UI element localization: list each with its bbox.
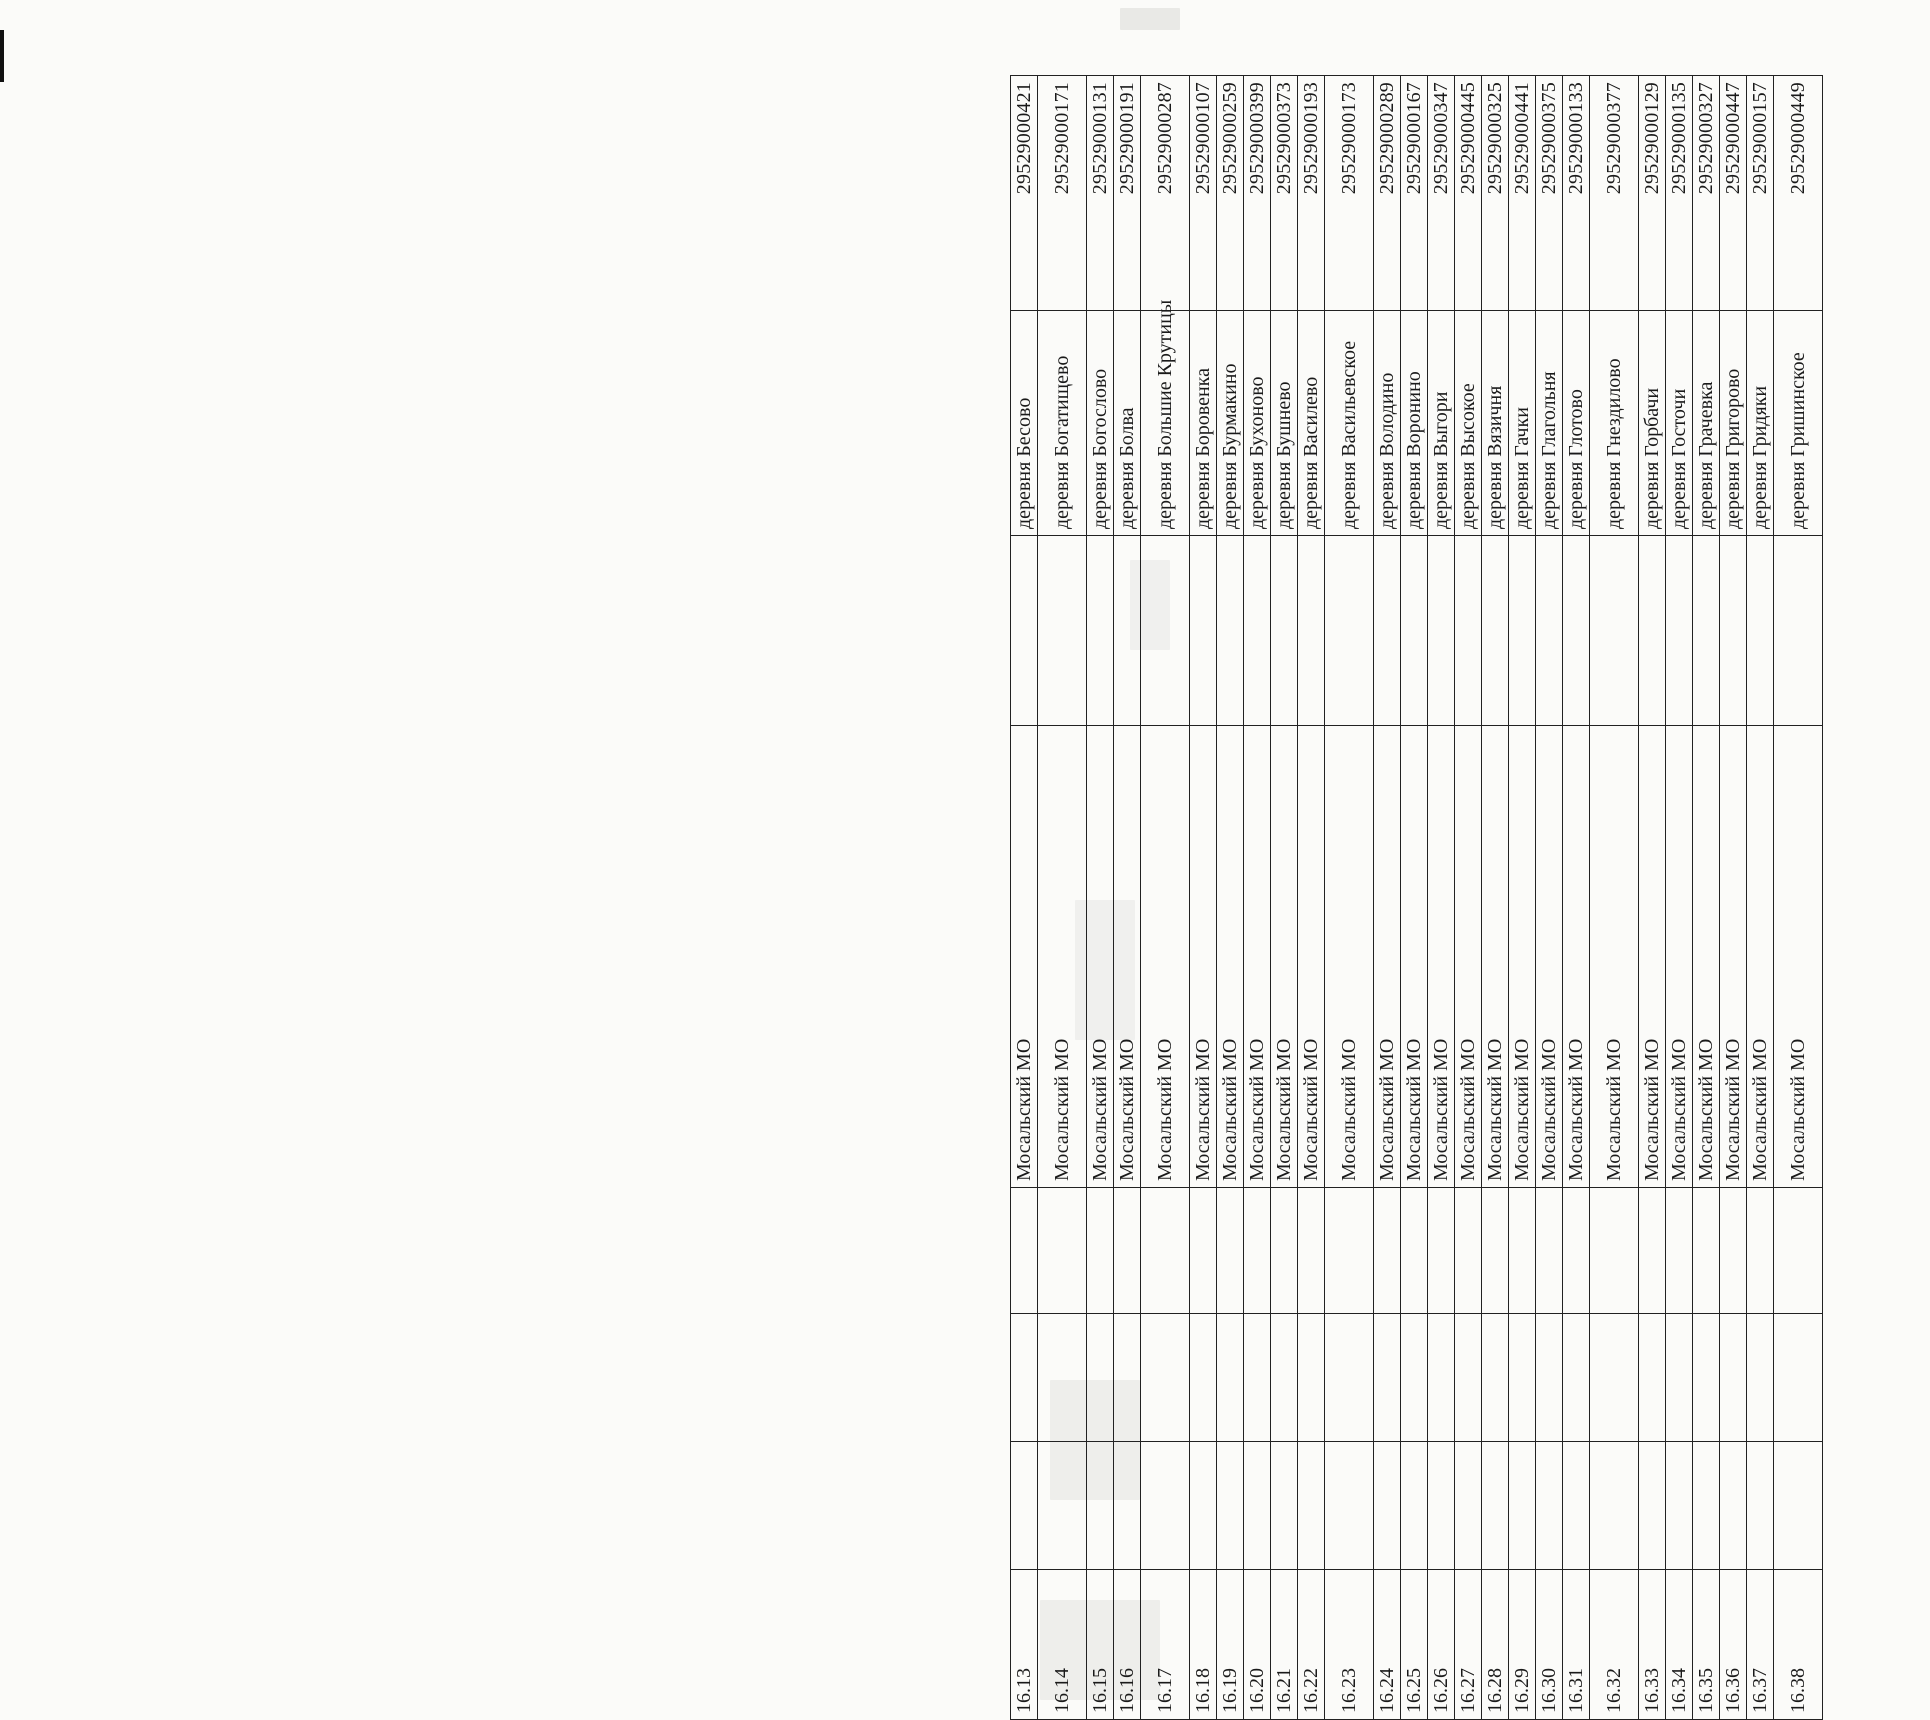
settlement-name-cell: деревня Высокое bbox=[1455, 311, 1482, 536]
empty-cell bbox=[1298, 1188, 1325, 1314]
empty-cell bbox=[1038, 1188, 1087, 1314]
table-row bbox=[1536, 76, 1563, 1720]
municipality-cell: Мосальский МО bbox=[1271, 726, 1298, 1188]
empty-cell bbox=[1401, 1188, 1428, 1314]
empty-cell bbox=[1298, 1442, 1325, 1570]
empty-cell bbox=[1774, 1314, 1823, 1442]
empty-cell bbox=[1563, 1314, 1590, 1442]
municipality-cell: Мосальский МО bbox=[1536, 726, 1563, 1188]
empty-cell bbox=[1114, 1442, 1141, 1570]
empty-cell bbox=[1590, 1442, 1639, 1570]
table-row bbox=[1720, 76, 1747, 1720]
empty-cell bbox=[1639, 1442, 1666, 1570]
empty-cell bbox=[1244, 536, 1271, 726]
settlement-name-cell: деревня Володино bbox=[1374, 311, 1401, 536]
empty-cell bbox=[1401, 1314, 1428, 1442]
empty-cell bbox=[1114, 1188, 1141, 1314]
municipality-cell: Мосальский МО bbox=[1038, 726, 1087, 1188]
municipality-cell: Мосальский МО bbox=[1509, 726, 1536, 1188]
table-row bbox=[1509, 76, 1536, 1720]
municipality-cell: Мосальский МО bbox=[1720, 726, 1747, 1188]
row-number: 16.20 bbox=[1244, 1570, 1271, 1720]
table-row bbox=[1325, 76, 1374, 1720]
empty-cell bbox=[1693, 536, 1720, 726]
municipality-cell: Мосальский МО bbox=[1374, 726, 1401, 1188]
empty-cell bbox=[1482, 536, 1509, 726]
row-number: 16.30 bbox=[1536, 1570, 1563, 1720]
table-row bbox=[1639, 76, 1666, 1720]
empty-cell bbox=[1563, 536, 1590, 726]
empty-cell bbox=[1509, 1314, 1536, 1442]
empty-cell bbox=[1244, 1442, 1271, 1570]
empty-cell bbox=[1666, 1442, 1693, 1570]
empty-cell bbox=[1374, 536, 1401, 726]
empty-cell bbox=[1720, 536, 1747, 726]
table-row bbox=[1087, 76, 1114, 1720]
empty-cell bbox=[1455, 536, 1482, 726]
settlement-name-cell: деревня Большие Крутицы bbox=[1141, 311, 1190, 536]
oktmo-code-cell: 29529000107 bbox=[1190, 76, 1217, 311]
empty-cell bbox=[1087, 1188, 1114, 1314]
municipality-cell: Мосальский МО bbox=[1774, 726, 1823, 1188]
settlement-name-cell: деревня Гридяки bbox=[1747, 311, 1774, 536]
oktmo-code-cell: 29529000375 bbox=[1536, 76, 1563, 311]
municipality-cell: Мосальский МО bbox=[1428, 726, 1455, 1188]
row-number: 16.37 bbox=[1747, 1570, 1774, 1720]
empty-cell bbox=[1639, 1188, 1666, 1314]
table-row bbox=[1298, 76, 1325, 1720]
municipality-cell: Мосальский МО bbox=[1693, 726, 1720, 1188]
empty-cell bbox=[1011, 1442, 1038, 1570]
table-row bbox=[1563, 76, 1590, 1720]
empty-cell bbox=[1141, 536, 1190, 726]
empty-cell bbox=[1374, 1442, 1401, 1570]
table-row bbox=[1374, 76, 1401, 1720]
empty-cell bbox=[1747, 536, 1774, 726]
row-number: 16.21 bbox=[1271, 1570, 1298, 1720]
empty-cell bbox=[1374, 1314, 1401, 1442]
empty-cell bbox=[1244, 1188, 1271, 1314]
settlement-name-cell: деревня Воронино bbox=[1401, 311, 1428, 536]
empty-cell bbox=[1190, 1314, 1217, 1442]
empty-cell bbox=[1774, 1442, 1823, 1570]
oktmo-code-cell: 29529000167 bbox=[1401, 76, 1428, 311]
empty-cell bbox=[1639, 1314, 1666, 1442]
row-number: 16.38 bbox=[1774, 1570, 1823, 1720]
settlement-name-cell: деревня Болва bbox=[1114, 311, 1141, 536]
empty-cell bbox=[1190, 1442, 1217, 1570]
empty-cell bbox=[1482, 1442, 1509, 1570]
row-number: 16.19 bbox=[1217, 1570, 1244, 1720]
table-row bbox=[1482, 76, 1509, 1720]
oktmo-code-cell: 29529000135 bbox=[1666, 76, 1693, 311]
empty-cell bbox=[1590, 536, 1639, 726]
municipality-cell: Мосальский МО bbox=[1087, 726, 1114, 1188]
empty-cell bbox=[1141, 1314, 1190, 1442]
row-number: 16.29 bbox=[1509, 1570, 1536, 1720]
settlement-name-cell: деревня Выгори bbox=[1428, 311, 1455, 536]
oktmo-code-cell: 29529000131 bbox=[1087, 76, 1114, 311]
settlement-name-cell: деревня Гришинское bbox=[1774, 311, 1823, 536]
row-number: 16.23 bbox=[1325, 1570, 1374, 1720]
row-number: 16.34 bbox=[1666, 1570, 1693, 1720]
empty-cell bbox=[1401, 536, 1428, 726]
settlement-name-cell: деревня Бушнево bbox=[1271, 311, 1298, 536]
empty-cell bbox=[1563, 1188, 1590, 1314]
settlement-name-cell: деревня Богатищево bbox=[1038, 311, 1087, 536]
empty-cell bbox=[1011, 1314, 1038, 1442]
settlement-name-cell: деревня Боровенка bbox=[1190, 311, 1217, 536]
empty-cell bbox=[1428, 1442, 1455, 1570]
row-number: 16.35 bbox=[1693, 1570, 1720, 1720]
oktmo-code-cell: 29529000193 bbox=[1298, 76, 1325, 311]
municipality-cell: Мосальский МО bbox=[1455, 726, 1482, 1188]
empty-cell bbox=[1271, 536, 1298, 726]
table-row bbox=[1428, 76, 1455, 1720]
settlement-name-cell: деревня Глотово bbox=[1563, 311, 1590, 536]
empty-cell bbox=[1190, 1188, 1217, 1314]
empty-cell bbox=[1693, 1442, 1720, 1570]
table-row bbox=[1455, 76, 1482, 1720]
empty-cell bbox=[1244, 1314, 1271, 1442]
row-number: 16.33 bbox=[1639, 1570, 1666, 1720]
table-row bbox=[1217, 76, 1244, 1720]
empty-cell bbox=[1774, 1188, 1823, 1314]
oktmo-code-cell: 29529000171 bbox=[1038, 76, 1087, 311]
settlement-name-cell: деревня Горбачи bbox=[1639, 311, 1666, 536]
empty-cell bbox=[1747, 1442, 1774, 1570]
row-number: 16.18 bbox=[1190, 1570, 1217, 1720]
municipality-cell: Мосальский МО bbox=[1190, 726, 1217, 1188]
oktmo-code-cell: 29529000173 bbox=[1325, 76, 1374, 311]
empty-cell bbox=[1271, 1442, 1298, 1570]
empty-cell bbox=[1482, 1314, 1509, 1442]
empty-cell bbox=[1666, 536, 1693, 726]
empty-cell bbox=[1271, 1314, 1298, 1442]
municipality-cell: Мосальский МО bbox=[1325, 726, 1374, 1188]
oktmo-code-cell: 29529000327 bbox=[1693, 76, 1720, 311]
row-number: 16.28 bbox=[1482, 1570, 1509, 1720]
row-number: 16.26 bbox=[1428, 1570, 1455, 1720]
oktmo-code-cell: 29529000399 bbox=[1244, 76, 1271, 311]
empty-cell bbox=[1747, 1314, 1774, 1442]
empty-cell bbox=[1190, 536, 1217, 726]
settlement-name-cell: деревня Глагольня bbox=[1536, 311, 1563, 536]
empty-cell bbox=[1325, 1188, 1374, 1314]
empty-cell bbox=[1114, 536, 1141, 726]
municipality-cell: Мосальский МО bbox=[1747, 726, 1774, 1188]
empty-cell bbox=[1087, 1314, 1114, 1442]
municipality-cell: Мосальский МО bbox=[1401, 726, 1428, 1188]
table-row bbox=[1011, 76, 1038, 1720]
empty-cell bbox=[1325, 1314, 1374, 1442]
settlement-name-cell: деревня Госточи bbox=[1666, 311, 1693, 536]
empty-cell bbox=[1482, 1188, 1509, 1314]
oktmo-code-cell: 29529000325 bbox=[1482, 76, 1509, 311]
table-row bbox=[1141, 76, 1190, 1720]
row-number: 16.24 bbox=[1374, 1570, 1401, 1720]
empty-cell bbox=[1720, 1314, 1747, 1442]
empty-cell bbox=[1298, 536, 1325, 726]
empty-cell bbox=[1428, 536, 1455, 726]
settlement-name-cell: деревня Васильевское bbox=[1325, 311, 1374, 536]
table-row bbox=[1401, 76, 1428, 1720]
empty-cell bbox=[1217, 1314, 1244, 1442]
scan-noise bbox=[1120, 8, 1180, 30]
empty-cell bbox=[1509, 1188, 1536, 1314]
row-number: 16.22 bbox=[1298, 1570, 1325, 1720]
oktmo-code-cell: 29529000449 bbox=[1774, 76, 1823, 311]
row-number: 16.32 bbox=[1590, 1570, 1639, 1720]
oktmo-code-cell: 29529000259 bbox=[1217, 76, 1244, 311]
empty-cell bbox=[1038, 1314, 1087, 1442]
empty-cell bbox=[1141, 1188, 1190, 1314]
settlement-name-cell: деревня Грачевка bbox=[1693, 311, 1720, 536]
settlement-name-cell: деревня Бухоново bbox=[1244, 311, 1271, 536]
settlement-name-cell: деревня Бесово bbox=[1011, 311, 1038, 536]
empty-cell bbox=[1374, 1188, 1401, 1314]
empty-cell bbox=[1217, 536, 1244, 726]
oktmo-code-cell: 29529000347 bbox=[1428, 76, 1455, 311]
table-row bbox=[1114, 76, 1141, 1720]
municipality-cell: Мосальский МО bbox=[1244, 726, 1271, 1188]
empty-cell bbox=[1693, 1188, 1720, 1314]
settlement-name-cell: деревня Гачки bbox=[1509, 311, 1536, 536]
empty-cell bbox=[1509, 1442, 1536, 1570]
municipality-cell: Мосальский МО bbox=[1666, 726, 1693, 1188]
row-number: 16.27 bbox=[1455, 1570, 1482, 1720]
empty-cell bbox=[1011, 536, 1038, 726]
empty-cell bbox=[1271, 1188, 1298, 1314]
municipality-cell: Мосальский МО bbox=[1011, 726, 1038, 1188]
oktmo-code-cell: 29529000287 bbox=[1141, 76, 1190, 311]
table-row bbox=[1747, 76, 1774, 1720]
table-body bbox=[1011, 76, 1823, 1720]
table-row bbox=[1190, 76, 1217, 1720]
empty-cell bbox=[1720, 1442, 1747, 1570]
empty-cell bbox=[1693, 1314, 1720, 1442]
municipality-cell: Мосальский МО bbox=[1563, 726, 1590, 1188]
empty-cell bbox=[1666, 1188, 1693, 1314]
table-row bbox=[1693, 76, 1720, 1720]
row-number: 16.36 bbox=[1720, 1570, 1747, 1720]
empty-cell bbox=[1455, 1442, 1482, 1570]
empty-cell bbox=[1428, 1314, 1455, 1442]
empty-cell bbox=[1590, 1188, 1639, 1314]
oktmo-code-cell: 29529000133 bbox=[1563, 76, 1590, 311]
empty-cell bbox=[1038, 1442, 1087, 1570]
row-number: 16.17 bbox=[1141, 1570, 1190, 1720]
empty-cell bbox=[1639, 536, 1666, 726]
settlement-name-cell: деревня Гнездилово bbox=[1590, 311, 1639, 536]
municipality-cell: Мосальский МО bbox=[1114, 726, 1141, 1188]
row-number: 16.14 bbox=[1038, 1570, 1087, 1720]
table-row bbox=[1774, 76, 1823, 1720]
empty-cell bbox=[1536, 536, 1563, 726]
oktmo-code-cell: 29529000377 bbox=[1590, 76, 1639, 311]
empty-cell bbox=[1325, 1442, 1374, 1570]
oktmo-code-cell: 29529000157 bbox=[1747, 76, 1774, 311]
empty-cell bbox=[1455, 1188, 1482, 1314]
oktmo-code-cell: 29529000421 bbox=[1011, 76, 1038, 311]
oktmo-code-cell: 29529000289 bbox=[1374, 76, 1401, 311]
rotated-page bbox=[1010, 60, 1930, 1720]
settlement-name-cell: деревня Григорово bbox=[1720, 311, 1747, 536]
empty-cell bbox=[1011, 1188, 1038, 1314]
empty-cell bbox=[1774, 536, 1823, 726]
municipality-cell: Мосальский МО bbox=[1639, 726, 1666, 1188]
table-row bbox=[1038, 76, 1087, 1720]
table-row bbox=[1590, 76, 1639, 1720]
empty-cell bbox=[1720, 1188, 1747, 1314]
empty-cell bbox=[1217, 1188, 1244, 1314]
empty-cell bbox=[1590, 1314, 1639, 1442]
settlement-name-cell: деревня Василево bbox=[1298, 311, 1325, 536]
oktmo-code-cell: 29529000447 bbox=[1720, 76, 1747, 311]
municipality-cell: Мосальский МО bbox=[1482, 726, 1509, 1188]
table-row bbox=[1666, 76, 1693, 1720]
empty-cell bbox=[1536, 1314, 1563, 1442]
settlement-name-cell: деревня Вязичня bbox=[1482, 311, 1509, 536]
empty-cell bbox=[1141, 1442, 1190, 1570]
table-row bbox=[1244, 76, 1271, 1720]
oktmo-code-cell: 29529000445 bbox=[1455, 76, 1482, 311]
empty-cell bbox=[1087, 1442, 1114, 1570]
municipality-cell: Мосальский МО bbox=[1141, 726, 1190, 1188]
municipality-cell: Мосальский МО bbox=[1217, 726, 1244, 1188]
margin-mark bbox=[0, 30, 4, 82]
row-number: 16.31 bbox=[1563, 1570, 1590, 1720]
municipality-cell: Мосальский МО bbox=[1298, 726, 1325, 1188]
empty-cell bbox=[1038, 536, 1087, 726]
empty-cell bbox=[1401, 1442, 1428, 1570]
empty-cell bbox=[1747, 1188, 1774, 1314]
settlement-name-cell: деревня Бурмакино bbox=[1217, 311, 1244, 536]
oktmo-code-cell: 29529000373 bbox=[1271, 76, 1298, 311]
empty-cell bbox=[1298, 1314, 1325, 1442]
row-number: 16.25 bbox=[1401, 1570, 1428, 1720]
oktmo-code-cell: 29529000191 bbox=[1114, 76, 1141, 311]
settlement-name-cell: деревня Богослово bbox=[1087, 311, 1114, 536]
oktmo-code-cell: 29529000129 bbox=[1639, 76, 1666, 311]
empty-cell bbox=[1217, 1442, 1244, 1570]
empty-cell bbox=[1114, 1314, 1141, 1442]
empty-cell bbox=[1087, 536, 1114, 726]
settlements-table bbox=[1010, 75, 1823, 1720]
empty-cell bbox=[1428, 1188, 1455, 1314]
empty-cell bbox=[1536, 1188, 1563, 1314]
row-number: 16.16 bbox=[1114, 1570, 1141, 1720]
empty-cell bbox=[1325, 536, 1374, 726]
table-row bbox=[1271, 76, 1298, 1720]
oktmo-code-cell: 29529000441 bbox=[1509, 76, 1536, 311]
row-number: 16.13 bbox=[1011, 1570, 1038, 1720]
municipality-cell: Мосальский МО bbox=[1590, 726, 1639, 1188]
row-number: 16.15 bbox=[1087, 1570, 1114, 1720]
empty-cell bbox=[1509, 536, 1536, 726]
empty-cell bbox=[1563, 1442, 1590, 1570]
empty-cell bbox=[1455, 1314, 1482, 1442]
empty-cell bbox=[1666, 1314, 1693, 1442]
empty-cell bbox=[1536, 1442, 1563, 1570]
